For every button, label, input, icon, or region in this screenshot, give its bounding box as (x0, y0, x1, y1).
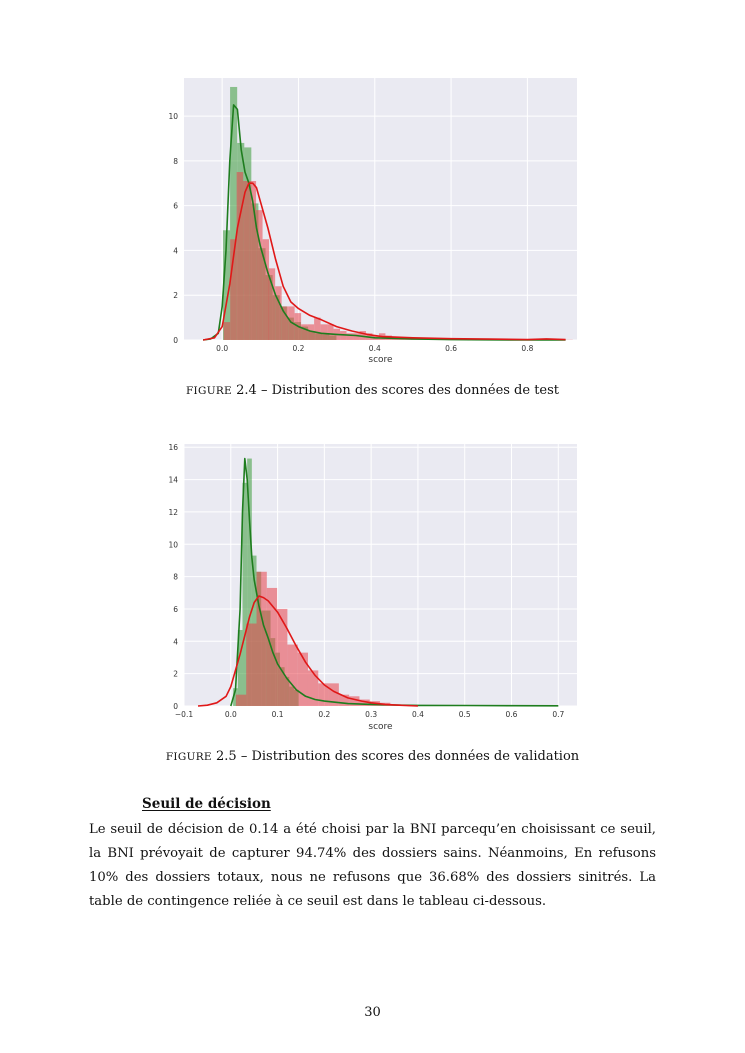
x-tick-label: 0.2 (318, 710, 331, 719)
red-histogram-bar (257, 572, 267, 706)
y-tick-label: 4 (173, 246, 178, 256)
section-heading: Seuil de décision (142, 796, 271, 812)
red-histogram-bar (237, 172, 243, 340)
red-histogram-bar (263, 239, 269, 340)
y-tick-label: 12 (168, 507, 178, 517)
x-tick-label: 0.2 (292, 344, 305, 353)
x-tick-label: 0.4 (411, 710, 424, 719)
y-tick-label: 2 (173, 291, 178, 301)
y-tick-label: 10 (168, 540, 178, 550)
x-tick-label: 0.8 (521, 344, 534, 353)
y-tick-label: 6 (173, 604, 178, 614)
caption-prefix: FIGURE (185, 385, 233, 397)
y-tick-label: 10 (168, 112, 178, 122)
figure-test-scores (0, 70, 745, 370)
red-histogram-bar (277, 609, 287, 706)
x-tick-label: 0.1 (271, 710, 284, 719)
red-histogram-bar (275, 286, 281, 340)
y-tick-label: 8 (173, 156, 178, 166)
red-histogram-bar (224, 322, 230, 340)
y-tick-label: 0 (173, 702, 178, 711)
caption-text: – Distribution des scores des données de test (256, 383, 560, 398)
figure-validation-scores (0, 438, 745, 738)
y-tick-label: 14 (168, 475, 178, 485)
validation-score-distribution-chart (0, 438, 745, 738)
red-histogram-bar (236, 695, 246, 706)
red-histogram-bar (246, 624, 256, 706)
x-tick-label: 0.0 (216, 344, 229, 353)
y-tick-label: 2 (173, 669, 178, 679)
red-histogram-bar (321, 324, 327, 340)
x-tick-label: 0.7 (552, 710, 565, 719)
body-paragraph: Le seuil de décision de 0.14 a été choisi par la BNI parcequ’en choisissant ce seuil, la BNI prévoyait de capturer 94.74% des dossiers sains. Néanmoins, En refusons 10% des dossiers totaux, nous ne refusons que 36.68% des dossiers sinitrés. La table de contingence reliée à ce seuil est dans le tableau ci-dessous. (89, 822, 656, 909)
y-tick-label: 6 (173, 201, 178, 211)
caption-prefix: FIGURE (165, 751, 212, 763)
red-histogram-bar (301, 324, 307, 340)
red-histogram-bar (327, 324, 333, 340)
red-histogram-bar (308, 670, 318, 706)
x-axis-label: score (368, 355, 393, 365)
x-tick-label: −0.1 (174, 710, 194, 719)
figure-caption-test (0, 383, 745, 398)
red-histogram-bar (314, 318, 320, 340)
caption-number: 2.5 (211, 749, 237, 764)
y-tick-label: 16 (168, 443, 178, 453)
x-tick-label: 0.0 (224, 710, 237, 719)
y-tick-label: 4 (173, 637, 178, 647)
caption-text: – Distribution des scores des données de validation (236, 749, 580, 764)
y-tick-label: 8 (173, 572, 178, 582)
y-tick-label: 0 (173, 336, 178, 345)
page-number: 30 (364, 1005, 381, 1020)
red-histogram-bar (298, 653, 308, 706)
x-tick-label: 0.6 (505, 710, 518, 719)
x-tick-label: 0.4 (368, 344, 381, 353)
caption-number: 2.4 (232, 383, 257, 398)
x-tick-label: 0.3 (365, 710, 378, 719)
red-histogram-bar (243, 181, 249, 340)
red-histogram-bar (287, 645, 297, 706)
x-axis-label: score (368, 722, 393, 732)
x-tick-label: 0.6 (445, 344, 458, 353)
x-tick-label: 0.5 (458, 710, 471, 719)
figure-caption-validation (0, 749, 745, 764)
test-score-distribution-chart (0, 70, 745, 370)
